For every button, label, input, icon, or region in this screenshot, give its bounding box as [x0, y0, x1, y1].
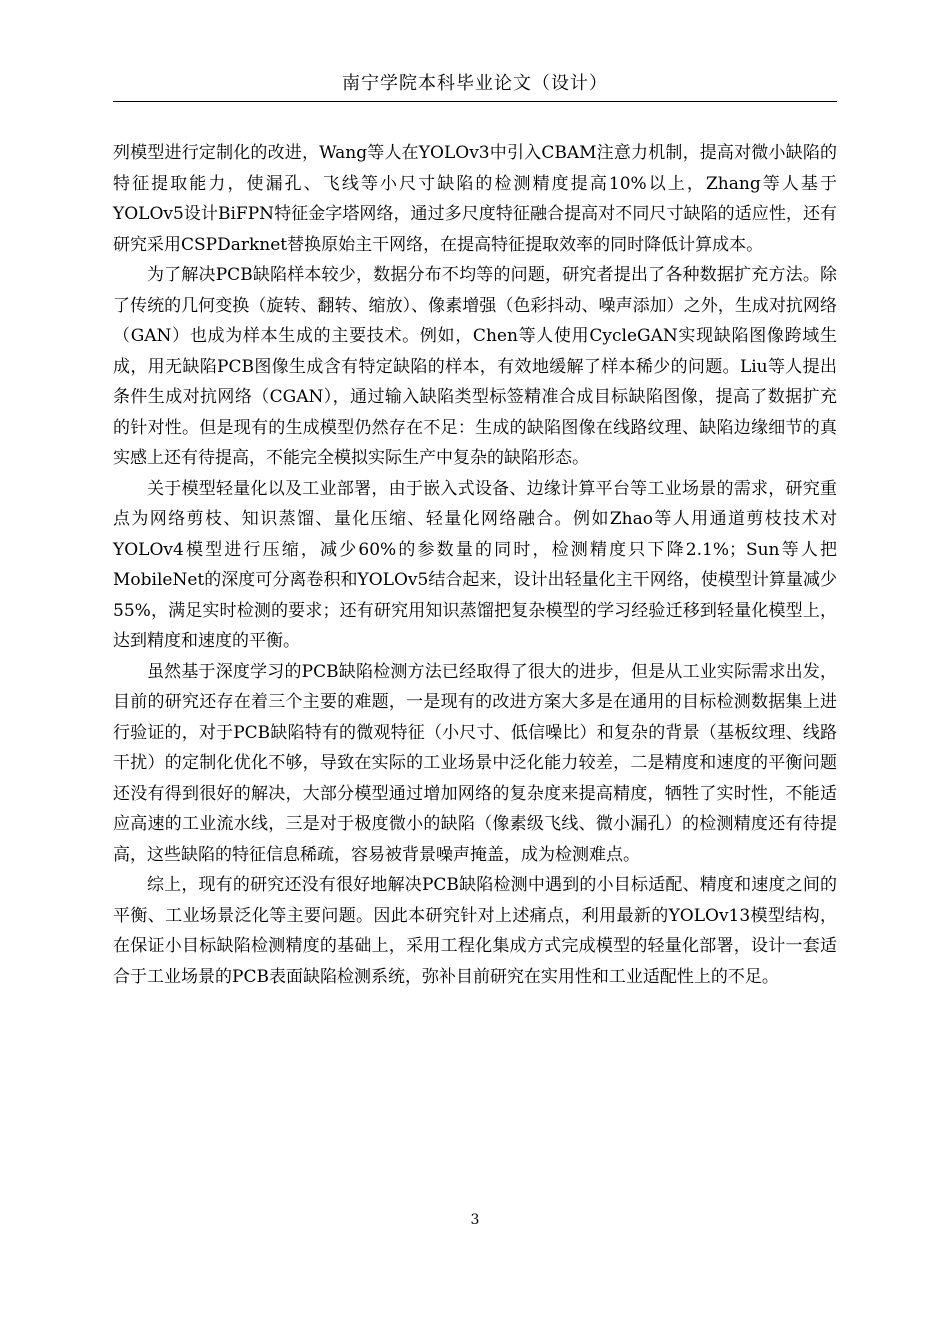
paragraph-open-problems: 虽然基于深度学习的PCB缺陷检测方法已经取得了很大的进步，但是从工业实际需求出发，目前的研究还存在着三个主要的难题，一是现有的改进方案大多是在通用的目标检测数据集上进行验证的，对于PCB缺陷特有的微观特征（小尺寸、低信噪比）和复杂的背景（基板纹理、线路干扰）的定制化优化不够，导致在实际的工业场景中泛化能力较差，二是精度和速度的平衡问题还没有得到很好的解决，大部分模型通过增加网络的复杂度来提高精度，牺牲了实时性，不能适应高速的工业流水线，三是对于极度微小的缺陷（像素级飞线、微小漏孔）的检测精度还有待提高，这些缺陷的特征信息稀疏，容易被背景噪声掩盖，成为检测难点。 [113, 661, 837, 865]
body-text [113, 138, 837, 992]
paragraph-lightweight-deployment: 关于模型轻量化以及工业部署，由于嵌入式设备、边缘计算平台等工业场景的需求，研究重点为网络剪枝、知识蒸馏、量化压缩、轻量化网络融合。例如Zhao等人用通道剪枝技术对YOLOv4模型进行压缩，减少60%的参数量的同时，检测精度只下降2.1%；Sun等人把MobileNet的深度可分离卷积和YOLOv5结合起来，设计出轻量化主干网络，使模型计算量减少55%，满足实时检测的要求；还有研究用知识蒸馏把复杂模型的学习经验迁移到轻量化模型上，达到精度和速度的平衡。 [113, 478, 837, 651]
header-rule [113, 101, 837, 102]
running-header: 南宁学院本科毕业论文（设计） [342, 73, 608, 94]
page-number: 3 [470, 1212, 480, 1228]
paragraph-data-augmentation: 为了解决PCB缺陷样本较少，数据分布不均等的问题，研究者提出了各种数据扩充方法。除了传统的几何变换（旋转、翻转、缩放）、像素增强（色彩抖动、噪声添加）之外，生成对抗网络（GAN）也成为样本生成的主要技术。例如，Chen等人使用CycleGAN实现缺陷图像跨域生成，用无缺陷PCB图像生成含有特定缺陷的样本，有效地缓解了样本稀少的问题。Liu等人提出条件生成对抗网络（CGAN），通过输入缺陷类型标签精准合成目标缺陷图像，提高了数据扩充的针对性。但是现有的生成模型仍然存在不足：生成的缺陷图像在线路纹理、缺陷边缘细节的真实感上还有待提高，不能完全模拟实际生产中复杂的缺陷形态。 [113, 265, 837, 468]
paragraph-continued: 列模型进行定制化的改进，Wang等人在YOLOv3中引入CBAM注意力机制，提高对微小缺陷的特征提取能力，使漏孔、飞线等小尺寸缺陷的检测精度提高10%以上，Zhang等人基于YOLOv5设计BiFPN特征金字塔网络，通过多尺度特征融合提高对不同尺寸缺陷的适应性，还有研究采用CSPDarknet替换原始主干网络，在提高特征提取效率的同时降低计算成本。 [113, 143, 837, 255]
paragraph-summary: 综上，现有的研究还没有很好地解决PCB缺陷检测中遇到的小目标适配、精度和速度之间的平衡、工业场景泛化等主要问题。因此本研究针对上述痛点，利用最新的YOLOv13模型结构，在保证小目标缺陷检测精度的基础上，采用工程化集成方式完成模型的轻量化部署，设计一套适合于工业场景的PCB表面缺陷检测系统，弥补目前研究在实用性和工业适配性上的不足。 [113, 875, 837, 987]
